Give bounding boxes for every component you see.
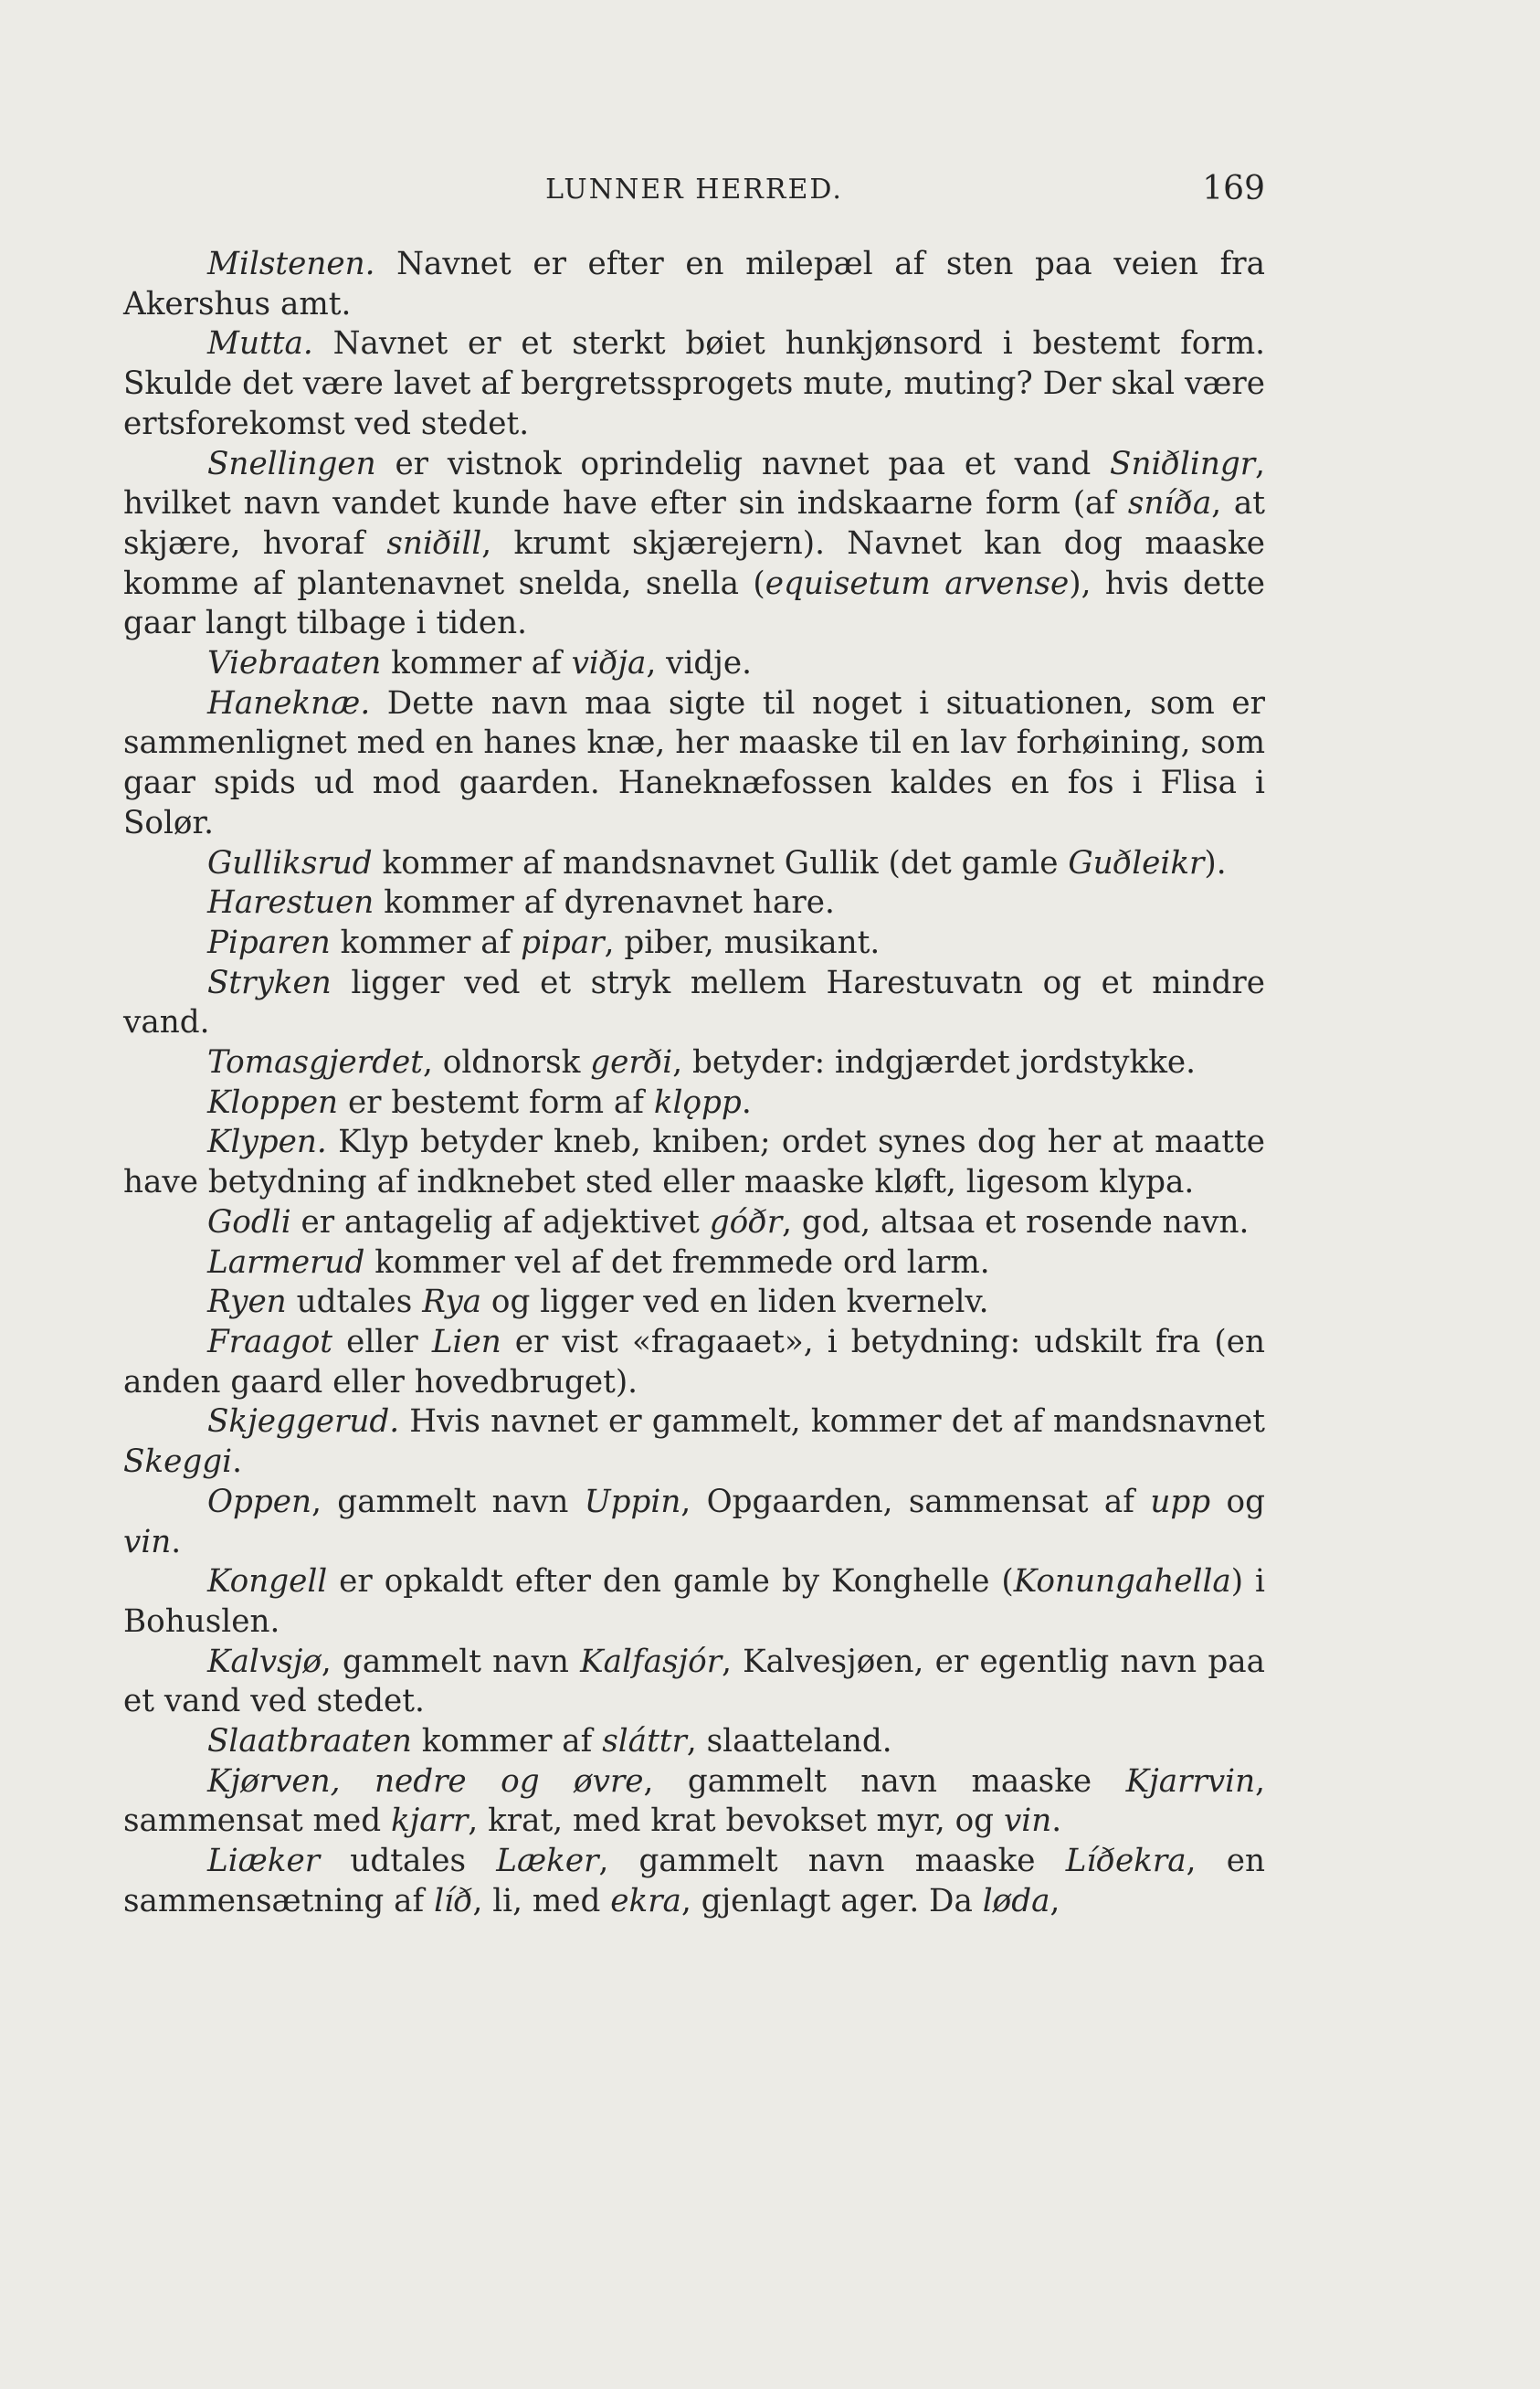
italic-term: Oppen — [207, 1483, 312, 1520]
italic-term: Viebraaten — [207, 645, 382, 682]
text-run: er bestemt form af — [338, 1084, 654, 1121]
italic-term: Larmerud — [207, 1243, 365, 1281]
paragraph — [123, 1842, 1265, 1921]
italic-term: Piparen — [207, 924, 331, 961]
text-run: , god, altsaa et rosende navn. — [782, 1203, 1250, 1241]
text-run: er vist «fragaaet», i betydning: udskilt fra (en anden gaard eller hovedbruget). — [123, 1323, 1265, 1401]
paragraph — [123, 245, 1265, 324]
text-run: , gjenlagt ager. Da — [680, 1882, 983, 1919]
paragraph — [123, 1762, 1265, 1842]
paragraph — [123, 1562, 1265, 1642]
text-run: kommer vel af det fremmede ord larm. — [364, 1243, 990, 1281]
text-run: ) i Bohuslen. — [123, 1563, 1265, 1640]
italic-term: vin — [1003, 1802, 1052, 1840]
text-run: ), hvis dette gaar langt tilbage i tiden. — [123, 565, 1266, 642]
text-run: ligger ved et stryk mellem Harestuvatn og et mindre vand. — [123, 964, 1265, 1041]
text-run: . — [232, 1443, 242, 1481]
text-run: udtales — [320, 1843, 497, 1880]
paragraph — [123, 1402, 1265, 1482]
italic-term: vin — [123, 1523, 172, 1560]
paragraph — [123, 924, 1265, 964]
italic-term: Skjeggerud. — [207, 1403, 400, 1441]
text-run: . — [741, 1084, 752, 1121]
italic-term: Sniðlingr — [1110, 445, 1256, 482]
text-run: , at skjære, hvoraf — [123, 485, 1265, 562]
italic-term: Rya — [422, 1284, 482, 1321]
italic-term: Slaatbraaten — [207, 1723, 412, 1760]
text-run: , slaatteland. — [686, 1723, 892, 1760]
italic-term: Fraagot — [207, 1323, 333, 1360]
page-header — [123, 170, 1265, 219]
italic-term: viðja — [571, 645, 647, 682]
paragraph — [123, 324, 1265, 444]
italic-term: Harestuen — [207, 884, 374, 922]
paragraph — [123, 1043, 1265, 1084]
paragraph — [123, 644, 1265, 684]
paragraph — [123, 1643, 1265, 1722]
text-run: . — [1051, 1802, 1062, 1840]
italic-term: sláttr — [602, 1723, 687, 1760]
italic-term: Kalvsjø — [207, 1643, 322, 1680]
italic-term: Klypen. — [207, 1124, 327, 1161]
running-head: LUNNER HERRED. — [545, 174, 843, 206]
text-run: kommer af dyrenavnet hare. — [374, 884, 835, 922]
text-run: Klyp betyder kneb, kniben; ordet synes dog her at maatte have betydning af indknebet sted eller maaske kløft, ligesom klypa. — [123, 1124, 1265, 1201]
text-run: , en sammensætning af — [123, 1843, 1265, 1919]
paragraph — [123, 445, 1265, 645]
text-run: , li, med — [472, 1882, 611, 1919]
text-run: , — [1050, 1882, 1060, 1919]
text-run: Navnet er efter en milepæl af sten paa veien fra Akershus amt. — [123, 246, 1265, 322]
italic-term: Kjørven, nedre og øvre — [207, 1762, 644, 1800]
italic-term: Konungahella — [1013, 1563, 1231, 1601]
text-run: er opkaldt efter den gamle by Konghelle ( — [327, 1563, 1014, 1601]
text-run: eller — [332, 1323, 432, 1360]
italic-term: Guðleikr — [1068, 844, 1205, 882]
paragraph — [123, 1722, 1265, 1762]
text-run: , betyder: indgjærdet jordstykke. — [672, 1044, 1197, 1082]
italic-term: gerði — [590, 1044, 673, 1082]
italic-term: Kalfasjór — [580, 1643, 723, 1680]
paragraph — [123, 1283, 1265, 1323]
paragraph — [123, 1203, 1265, 1243]
text-run: , gammelt navn maaske — [598, 1843, 1066, 1880]
paragraph — [123, 1323, 1265, 1402]
italic-term: Læker — [496, 1843, 599, 1880]
paragraph — [123, 883, 1265, 924]
italic-term: góðr — [709, 1203, 783, 1241]
italic-term: upp — [1150, 1483, 1211, 1520]
text-run: , krat, med krat bevokset myr, og — [468, 1802, 1004, 1840]
italic-term: Milstenen. — [207, 246, 375, 282]
text-run: kommer af — [381, 645, 572, 682]
text-run: er vistnok oprindelig navnet paa et vand — [375, 445, 1111, 482]
text-run: Hvis navnet er gammelt, kommer det af mandsnavnet — [399, 1403, 1265, 1441]
italic-term: Liæker — [207, 1843, 321, 1880]
italic-term: Lien — [431, 1323, 501, 1360]
text-run: , oldnorsk — [423, 1044, 591, 1082]
paragraph — [123, 1243, 1265, 1284]
italic-term: Godli — [207, 1203, 291, 1241]
text-run: , Kalvesjøen, er egentlig navn paa et vand ved stedet. — [123, 1643, 1265, 1720]
text-run: , vidje. — [646, 645, 753, 682]
text-run: Dette navn maa sigte til noget i situationen, som er sammenlignet med en hanes knæ, her maaske til en lav forhøining, som gaar spids ud mod gaarden. Haneknæfossen kaldes en fos i Flisa i Solør. — [123, 684, 1265, 841]
italic-term: Gulliksrud — [207, 844, 373, 882]
text-run: , gammelt navn — [311, 1483, 585, 1520]
italic-term: Skeggi — [123, 1443, 233, 1481]
page-number: 169 — [1202, 170, 1265, 207]
text-run: udtales — [286, 1284, 423, 1321]
italic-term: Kloppen — [207, 1084, 339, 1121]
text-run: , krumt skjærejern). Navnet kan dog maaske komme af plantenavnet snelda, snella ( — [123, 524, 1265, 602]
text-run: er antagelig af adjektivet — [290, 1203, 710, 1241]
paragraph — [123, 964, 1265, 1043]
italic-term: Haneknæ. — [207, 684, 371, 722]
italic-term: Líðekra — [1065, 1843, 1187, 1880]
italic-term: ekra — [610, 1882, 681, 1919]
italic-term: líð — [434, 1882, 473, 1919]
text-run: , hvilket navn vandet kunde have efter sin indskaarne form (af — [123, 445, 1265, 523]
text-run: og — [1210, 1483, 1265, 1520]
paragraph — [123, 1123, 1265, 1202]
text-run: , sammensat med — [123, 1762, 1265, 1840]
paragraph — [123, 684, 1265, 844]
italic-term: Tomasgjerdet — [207, 1044, 423, 1082]
italic-term: kjarr — [390, 1802, 469, 1840]
italic-term: klǫpp — [653, 1084, 742, 1121]
text-run: , gammelt navn maaske — [643, 1762, 1126, 1800]
italic-term: equisetum arvense — [765, 565, 1070, 602]
text-run: , Opgaarden, sammensat af — [680, 1483, 1151, 1520]
italic-term: løda — [982, 1882, 1050, 1919]
text-run: , piber, musikant. — [604, 924, 881, 961]
text-run: kommer af — [411, 1723, 603, 1760]
text-run: kommer af mandsnavnet Gullik (det gamle — [372, 844, 1069, 882]
text-run: , gammelt navn — [321, 1643, 581, 1680]
text-run: kommer af — [330, 924, 522, 961]
italic-term: Kongell — [207, 1563, 328, 1601]
paragraph — [123, 1084, 1265, 1124]
italic-term: sníða — [1127, 485, 1212, 523]
text-run: Navnet er et sterkt bøiet hunkjønsord i bestemt form. Skulde det være lavet af bergretssprogets mute, muting? Der skal være ertsforekomst ved stedet. — [123, 325, 1265, 442]
italic-term: Kjarrvin — [1125, 1762, 1256, 1800]
italic-term: Mutta. — [207, 325, 313, 363]
italic-term: Stryken — [207, 964, 332, 1001]
paragraph — [123, 1483, 1265, 1562]
italic-term: Uppin — [584, 1483, 681, 1520]
text-run: . — [171, 1523, 182, 1560]
text-run: og ligger ved en liden kvernelv. — [481, 1284, 989, 1321]
text-run: ). — [1204, 844, 1227, 882]
italic-term: pipar — [521, 924, 605, 961]
body-text — [123, 245, 1265, 1922]
paragraph — [123, 844, 1265, 884]
italic-term: Ryen — [207, 1284, 287, 1321]
italic-term: sniðill — [386, 524, 482, 562]
italic-term: Snellingen — [207, 445, 376, 482]
